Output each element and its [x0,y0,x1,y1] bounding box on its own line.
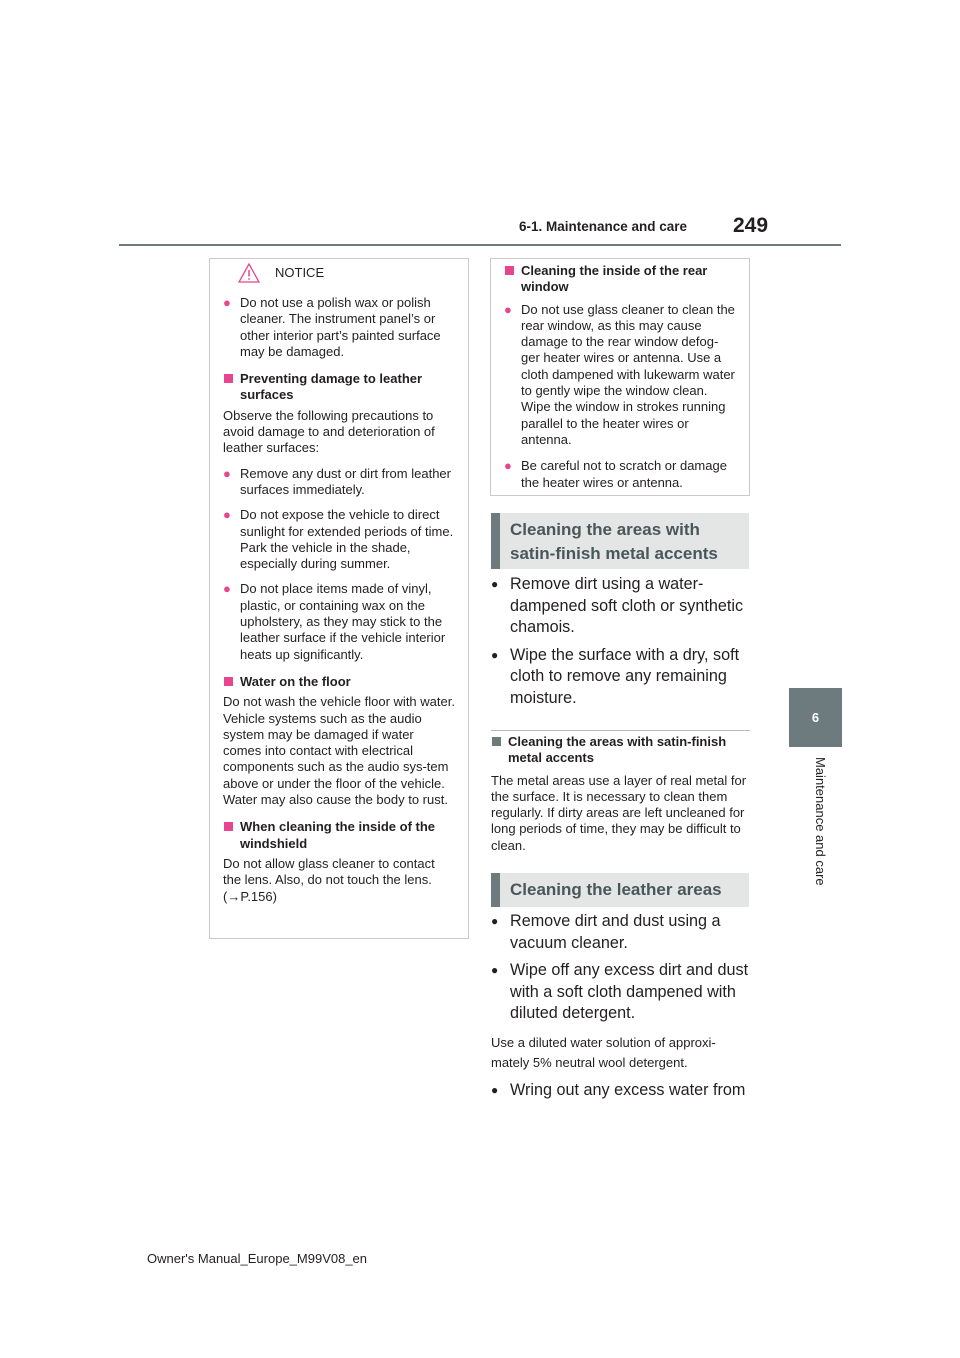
paragraph: Vehicle systems such as the audio system may be damaged if water comes into contact with electrical components such as the audio sys-tem above or under the floor of the vehicle. Water may also cause the body to rust. [223,710,449,808]
page-reference: (→P.156) [223,888,277,904]
list-item: ● Remove any dust or dirt from leather surfaces immediately. [223,465,451,497]
list-item: ● Do not expose the vehicle to direct sunlight for extended periods of time. Park the vehicle in the shade, especially during summer. [223,507,454,572]
square-bullet-icon [224,677,233,686]
section-heading-leather: Cleaning the leather areas [491,873,749,907]
section-title: 6-1. Maintenance and care [519,219,688,234]
divider [491,730,750,731]
bullet-icon: ● [504,301,512,317]
header-rule [119,244,841,246]
paragraph: Use a diluted water solution of approxi-mately 5% neutral wool detergent. [491,1034,716,1070]
bullet-icon: ● [491,1082,499,1097]
square-bullet-icon [505,266,514,275]
chapter-tab: 6 [789,688,842,747]
warning-icon [238,263,260,283]
notice-header [223,259,455,289]
footer-text: Owner's Manual_Europe_M99V08_en [147,1251,368,1266]
chapter-label: Maintenance and care [813,757,828,886]
paragraph: Do not wash the vehicle floor with water. [223,694,455,710]
bullet-icon: ● [223,295,231,310]
bullet-icon: ● [223,465,231,481]
list-item: ● Wring out any excess water from [491,1080,750,1102]
notice-title: NOTICE [275,265,325,280]
subheading: Water on the floor [223,674,455,690]
list-item: ● Wipe off any excess dirt and dust with a soft cloth dampened with diluted detergent. [491,961,749,1022]
page-number: 249 [733,214,769,237]
leather-bullets [491,911,750,1101]
bullet-icon: ● [491,963,499,977]
list-item: ● Remove dirt and dust using a vacuum cleaner. [491,912,721,952]
list-item: ● Wipe the surface with a dry, soft cloth to remove any remaining moisture. [491,645,740,707]
subheading: Cleaning the inside of the rear window [504,263,736,296]
bullet-icon: ● [504,458,512,474]
satin-bullets [491,574,750,709]
subheading: When cleaning the inside of the windshield [223,819,455,852]
subheading: Preventing damage to leather surfaces [223,371,455,404]
bullet-icon: ● [491,577,499,591]
bullet-icon: ● [491,647,499,662]
list-item: ● Be careful not to scratch or damage the heater wires or antenna. [504,458,727,490]
rear-window-box [490,258,750,496]
notice-box [209,258,469,939]
paragraph: The metal areas use a layer of real metal for the surface. It is necessary to clean them regularly. If dirty areas are left uncleaned for long periods of time, they may be difficult to clean. [491,772,747,853]
section-heading-satin: Cleaning the areas with satin-finish metal accents [491,513,749,569]
subheading: Cleaning the areas with satin-finish metal accents [491,734,750,767]
square-bullet-icon [492,737,501,746]
square-bullet-icon [224,822,233,831]
list-item: ● Remove dirt using a water-dampened soft cloth or synthetic chamois. [491,575,744,636]
bullet-icon: ● [491,914,499,928]
square-bullet-icon [224,374,233,383]
list-item: ● Do not use glass cleaner to clean the rear window, as this may cause damage to the rear window defog-ger heater wires or antenna. Use a cloth dampened with lukewarm water to gently wipe the window clean. Wipe the window in strokes running parallel to the heater wires or antenna. [504,301,735,447]
paragraph: Do not allow glass cleaner to contact the lens. Also, do not touch the lens. (→P.156) [223,855,435,904]
paragraph: Observe the following precautions to avoid damage to and deterioration of leather surfaces: [223,407,435,456]
bullet-icon: ● [223,581,231,597]
satin-note [491,734,750,854]
bullet-icon: ● [223,507,231,523]
list-item: ● Do not use a polish wax or polish cleaner. The instrument panel’s or other interior part’s painted surface may be damaged. [223,295,441,359]
list-item: ● Do not place items made of vinyl, plastic, or containing wax on the upholstery, as they may stick to the leather surface if the vehicle interior heats up significantly. [223,581,446,662]
